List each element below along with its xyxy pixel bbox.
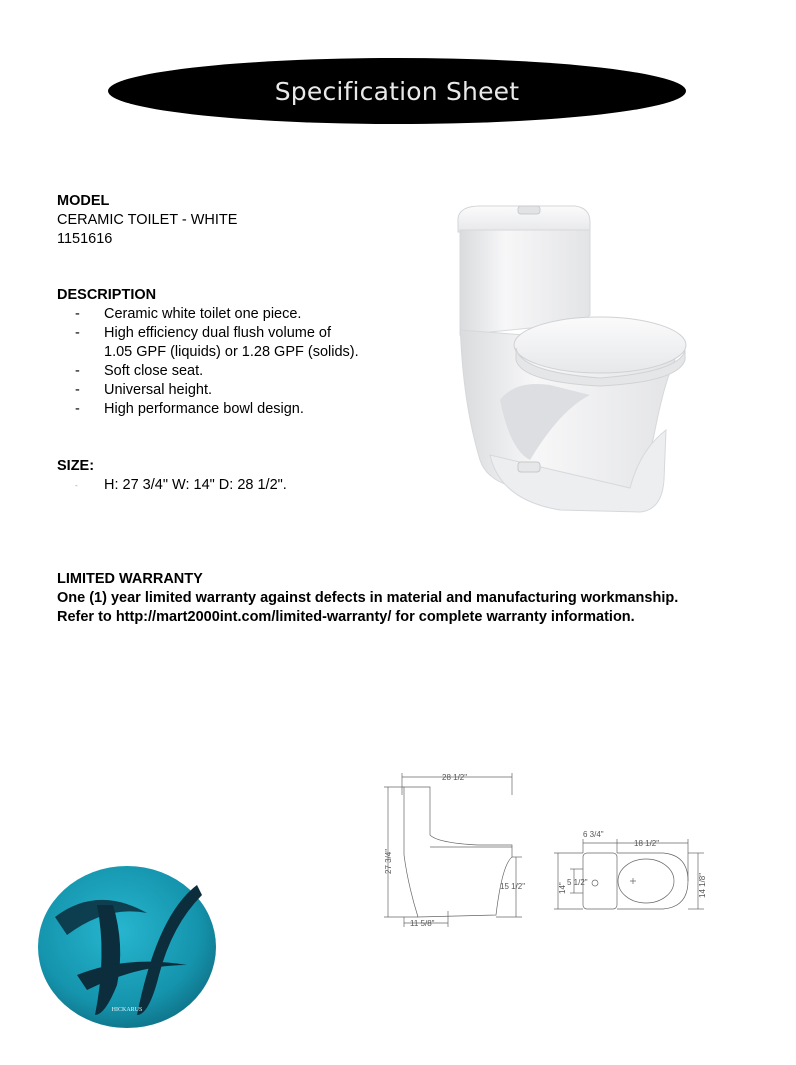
dim-tank-width: 14" (558, 882, 567, 894)
model-section (57, 192, 237, 249)
size-heading: SIZE: (57, 458, 95, 474)
list-item: - High efficiency dual flush volume of (75, 325, 332, 341)
list-item: - Ceramic white toilet one piece. (75, 306, 302, 322)
warranty-link-line: Refer to http://mart2000int.com/limited-warranty/ for complete warranty information. (57, 609, 635, 625)
model-heading: MODEL (57, 193, 110, 209)
model-number: 1151616 (57, 231, 113, 247)
page-title: Specification Sheet (274, 76, 520, 106)
dim-rough-in: 5 1/2" (567, 878, 588, 887)
dim-bowl-length: 18 1/2" (634, 839, 660, 848)
dim-tank-depth: 6 3/4" (583, 830, 604, 839)
size-value: H: 27 3/4" W: 14" D: 28 1/2". (104, 477, 287, 493)
model-name: CERAMIC TOILET - WHITE (57, 212, 238, 228)
dimension-drawing (378, 765, 718, 935)
description-section (57, 286, 359, 419)
warranty-section (57, 570, 678, 627)
dim-depth: 28 1/2" (442, 773, 468, 782)
logo-text: HICKARUS (111, 1007, 143, 1013)
list-item: - High performance bowl design. (75, 401, 304, 417)
list-item-continuation: 1.05 GPF (liquids) or 1.28 GPF (solids). (104, 344, 359, 360)
list-item: - H: 27 3/4" W: 14" D: 28 1/2". (75, 477, 287, 493)
size-section (57, 457, 287, 495)
warranty-heading: LIMITED WARRANTY (57, 571, 203, 587)
dim-seat-height: 15 1/2" (500, 882, 526, 891)
dim-bowl-width: 14 1/8" (698, 872, 707, 898)
toilet-image (440, 200, 700, 530)
warranty-line: One (1) year limited warranty against defects in material and manufacturing workmanship. (57, 590, 679, 606)
brand-logo (37, 865, 217, 1030)
dim-height: 27 3/4" (384, 848, 393, 874)
dim-base-depth: 11 5/8" (410, 919, 435, 928)
description-heading: DESCRIPTION (57, 287, 157, 303)
list-item: - Universal height. (75, 382, 212, 398)
list-item: - Soft close seat. (75, 363, 204, 379)
